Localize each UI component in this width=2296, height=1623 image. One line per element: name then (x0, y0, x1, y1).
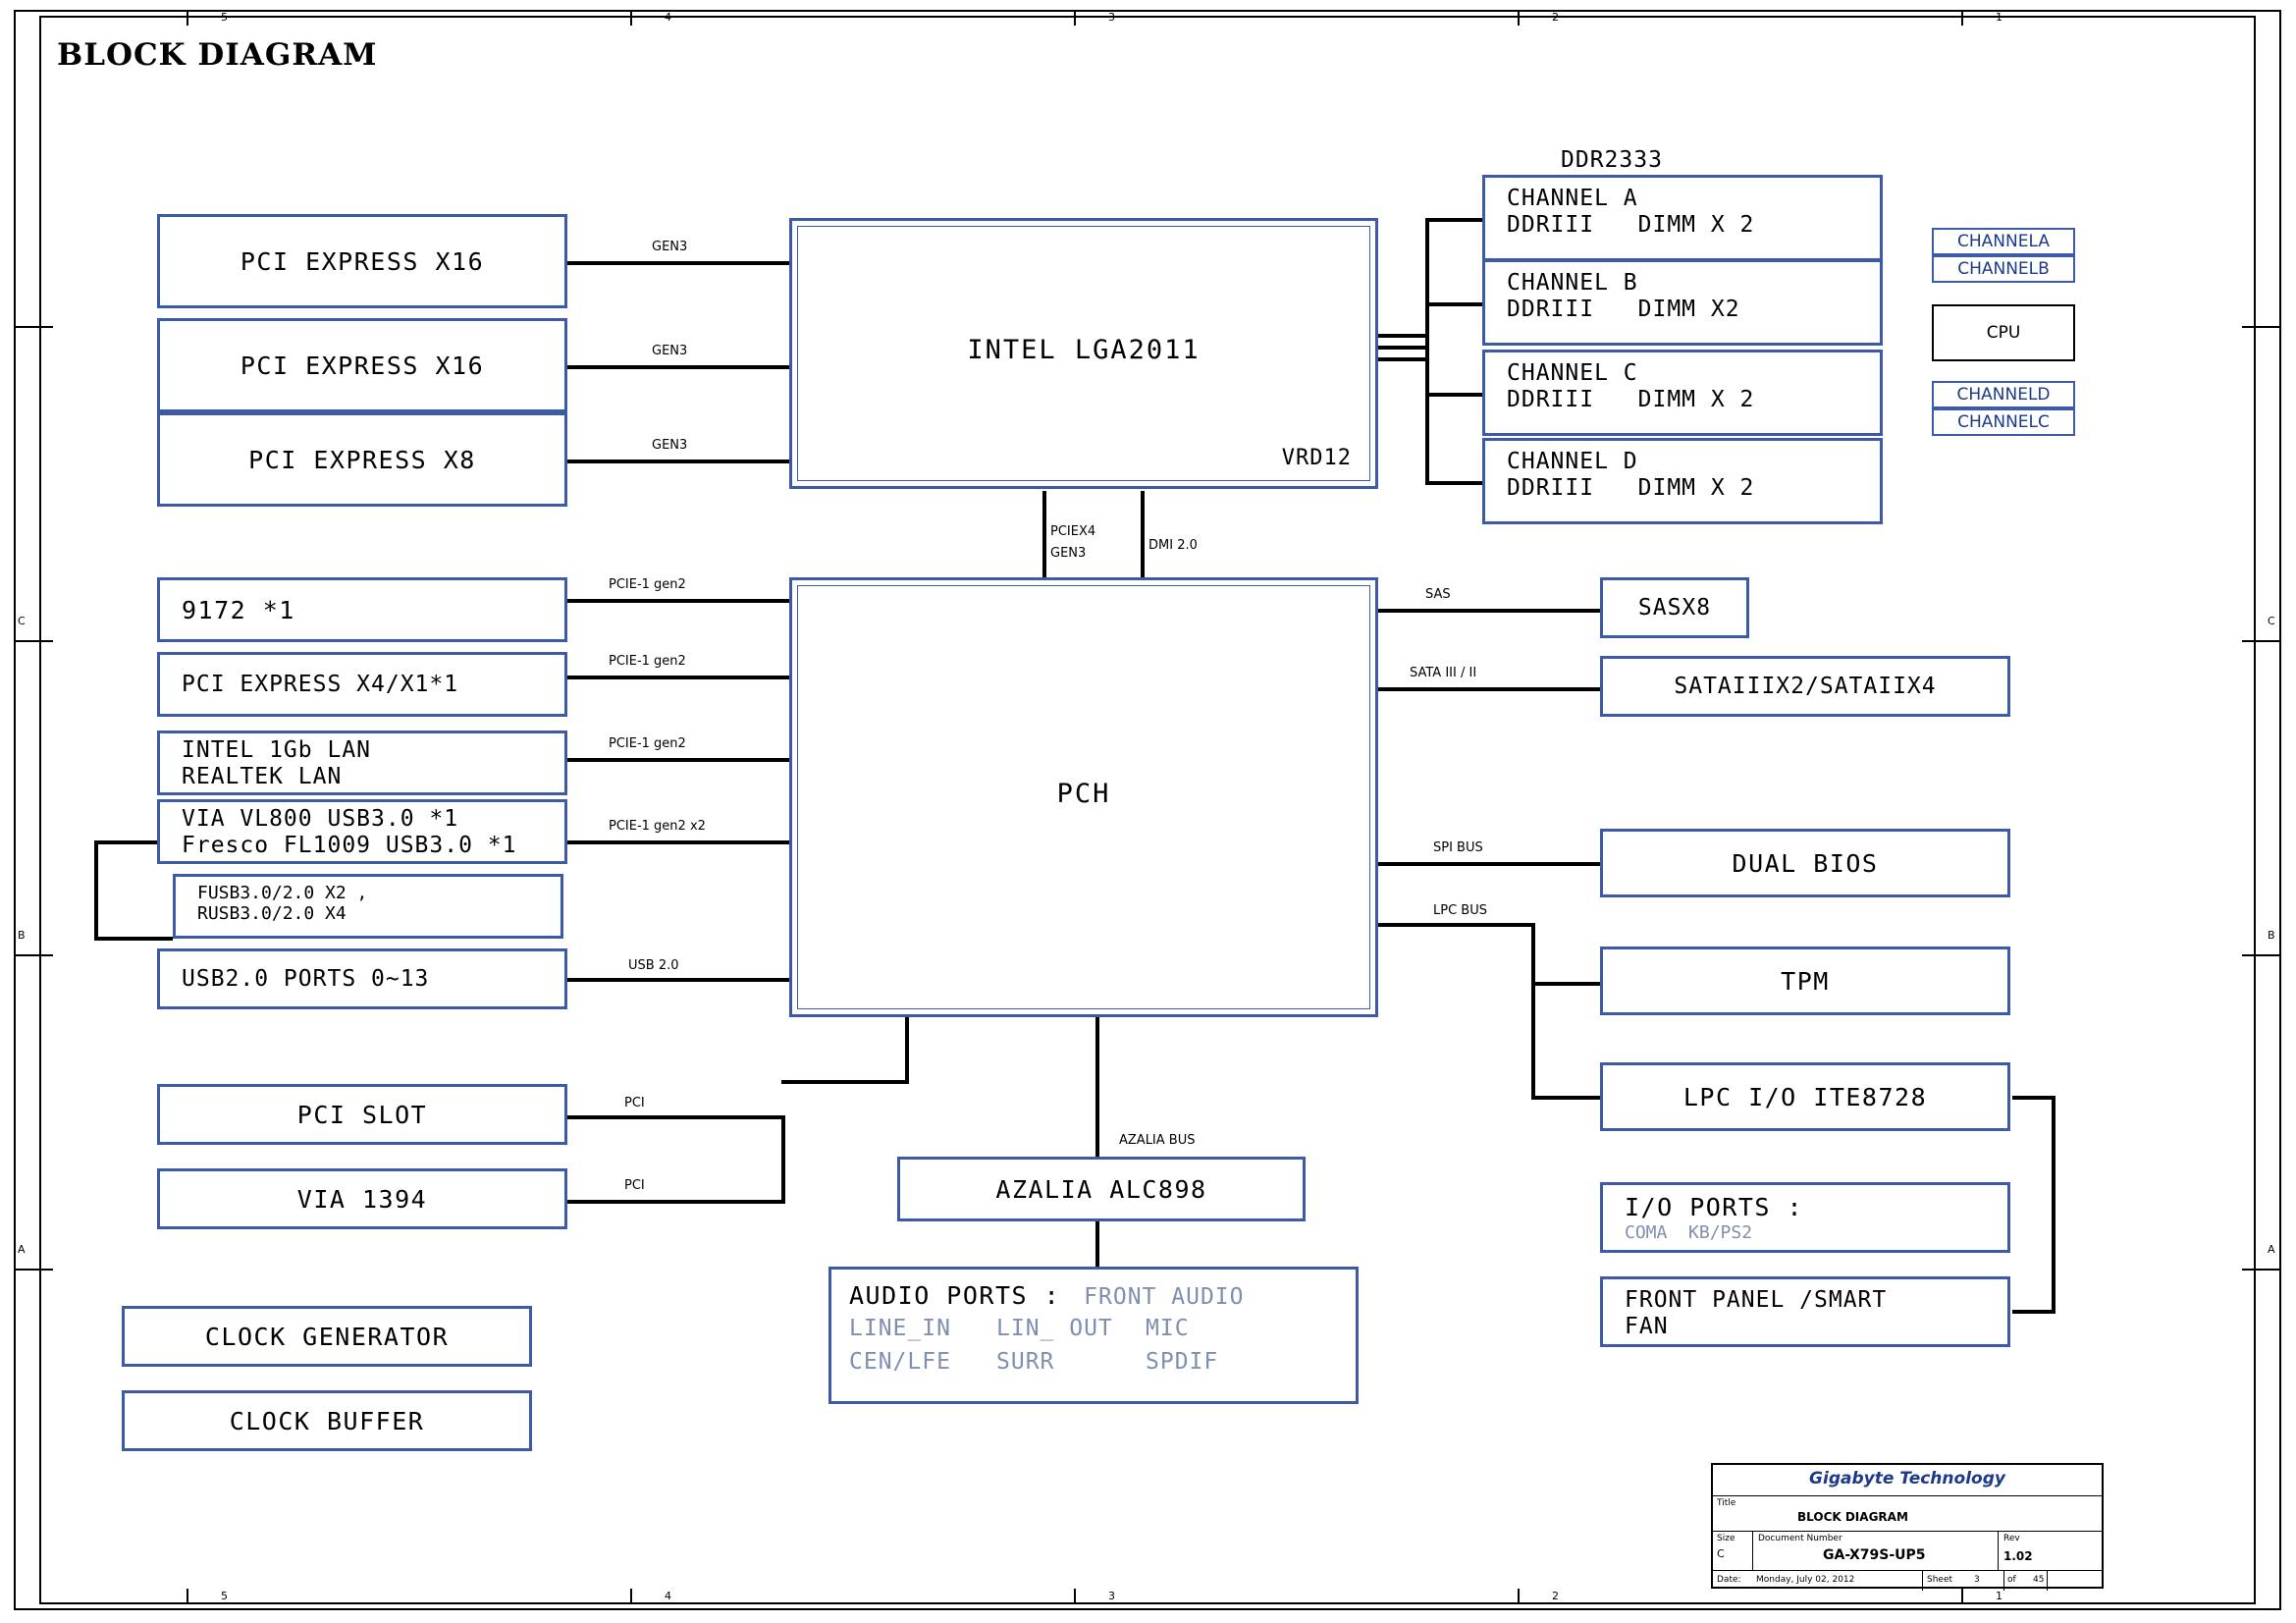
wire-pci-to-pch (781, 1080, 909, 1084)
tick-label-left-b: B (18, 929, 26, 942)
legend-channel-a: CHANNELA (1932, 228, 2075, 255)
cpu-vrd-label: VRD12 (1281, 446, 1352, 470)
block-label: PCI EXPRESS X16 (240, 351, 485, 380)
block-audio-ports[interactable] (828, 1267, 1359, 1404)
tick-label-bottom-4: 4 (665, 1590, 671, 1602)
block-lpc-io[interactable] (1600, 1062, 2010, 1131)
block-fusb-rusb[interactable] (173, 874, 563, 939)
cpu-label: INTEL LGA2011 (967, 335, 1201, 365)
wire-pcie-x4x1 (567, 676, 795, 679)
block-channel-a[interactable] (1482, 175, 1883, 261)
io-ports-sub: COMA KB/PS2 (1625, 1221, 1753, 1243)
wire-sas (1378, 609, 1604, 613)
fusb-line2: RUSB3.0/2.0 X4 (197, 903, 347, 925)
lan-line2: REALTEK LAN (182, 764, 343, 790)
tick-label-top-5: 5 (221, 11, 228, 24)
block-pci-express-x8[interactable] (157, 412, 567, 507)
wire-usb3 (567, 840, 795, 844)
channel-d-line2: DDRIII DIMM X 2 (1507, 475, 1755, 502)
wire-pci-up-pch (905, 1011, 909, 1082)
wire-pcie16-2 (567, 365, 793, 369)
wire-pciex4-gen3 (1042, 491, 1046, 579)
date-label: Date: (1717, 1575, 1741, 1585)
sheet-of-label: of (2007, 1575, 2016, 1585)
wire-dmi (1141, 491, 1145, 579)
block-sata[interactable] (1600, 656, 2010, 717)
wire-pci-slot (567, 1115, 785, 1119)
wire-lan (567, 758, 795, 762)
size-value: C (1717, 1547, 1725, 1560)
lan-line1: INTEL 1Gb LAN (182, 737, 372, 763)
block-pci-express-x16-2[interactable] (157, 318, 567, 412)
wire-mem-trunk-bottom (1425, 357, 1429, 485)
usb3-line1: VIA VL800 USB3.0 *1 (182, 806, 459, 832)
date-value: Monday, July 02, 2012 (1756, 1575, 1855, 1585)
legend-channel-b: CHANNELB (1932, 255, 2075, 283)
wire-azalia (1095, 1011, 1099, 1161)
tick-label-bottom-5: 5 (221, 1590, 228, 1602)
docnum-label: Document Number (1758, 1534, 1842, 1543)
front-panel-line1: FRONT PANEL /SMART (1625, 1287, 1888, 1313)
front-panel-line2: FAN (1625, 1314, 1669, 1340)
block-label: TPM (1781, 966, 1830, 996)
wire-label-gen3-2: GEN3 (652, 344, 688, 358)
wire-lpc-main (1378, 923, 1535, 927)
wire-label-pcie1-gen2-a: PCIE-1 gen2 (609, 577, 686, 592)
block-io-ports[interactable] (1600, 1182, 2010, 1253)
tick-label-bottom-1: 1 (1996, 1590, 2002, 1602)
wire-label-pci-1: PCI (624, 1096, 645, 1110)
block-channel-c[interactable] (1482, 350, 1883, 436)
block-label: 9172 *1 (182, 595, 295, 624)
block-pci-express-x4-x1[interactable] (157, 652, 567, 717)
legend-cpu: CPU (1932, 304, 2075, 361)
wire-io-down (2052, 1096, 2056, 1314)
wire-mem-a-branch (1425, 218, 1484, 222)
tick-label-left-a: A (18, 1243, 26, 1256)
wire-label-spi: SPI BUS (1433, 840, 1483, 855)
block-label: USB2.0 PORTS 0~13 (182, 966, 430, 992)
audio-surr: SURR (996, 1349, 1055, 1375)
size-label: Size (1717, 1534, 1735, 1543)
block-lan[interactable] (157, 730, 567, 795)
tick-label-top-1: 1 (1996, 11, 2002, 24)
wire-via1394 (567, 1200, 785, 1204)
block-pci-express-x16-1[interactable] (157, 214, 567, 308)
wire-mem-b-branch (1425, 302, 1484, 306)
sheet-total: 45 (2033, 1575, 2045, 1585)
wire-label-azalia-bus: AZALIA BUS (1119, 1133, 1196, 1148)
wire-mem-c (1378, 357, 1427, 361)
tick-label-bottom-3: 3 (1108, 1590, 1115, 1602)
legend-channel-c: CHANNELC (1932, 408, 2075, 436)
tick-label-bottom-2: 2 (1552, 1590, 1559, 1602)
legend-channel-d: CHANNELD (1932, 381, 2075, 408)
block-pci-slot[interactable] (157, 1084, 567, 1145)
tick-label-right-c: C (2268, 615, 2275, 627)
block-label: VIA 1394 (296, 1184, 428, 1214)
wire-lpc-io (1531, 1096, 1606, 1100)
block-clock-generator[interactable] (122, 1306, 532, 1367)
tick-label-right-b: B (2268, 929, 2275, 942)
block-intel-lga2011[interactable] (789, 218, 1378, 489)
audio-line-in: LINE_IN (849, 1316, 951, 1341)
block-label: PCI EXPRESS X8 (248, 445, 476, 474)
wire-label-gen3-1: GEN3 (652, 240, 688, 254)
audio-line-out: LIN_ OUT (996, 1316, 1113, 1341)
wire-lpc-vertical (1531, 923, 1535, 1100)
block-label: PCI EXPRESS X16 (240, 246, 485, 276)
wire-mem-trunk-top (1425, 218, 1429, 357)
block-clock-buffer[interactable] (122, 1390, 532, 1451)
block-label: LPC I/O ITE8728 (1682, 1082, 1928, 1111)
wire-azalia-audio (1095, 1219, 1099, 1269)
wire-label-sata: SATA III / II (1410, 666, 1477, 680)
tick-label-top-3: 3 (1108, 11, 1115, 24)
channel-c-line2: DDRIII DIMM X 2 (1507, 387, 1755, 413)
block-azalia-codec[interactable] (897, 1157, 1306, 1221)
block-label: AZALIA ALC898 (995, 1174, 1207, 1204)
wire-mem-c-branch (1425, 393, 1484, 397)
wire-frontpanel (2012, 1310, 2056, 1314)
audio-cen-lfe: CEN/LFE (849, 1349, 951, 1375)
ddr-speed-label: DDR2333 (1561, 147, 1663, 173)
block-sasx8[interactable] (1600, 577, 1749, 638)
frame-ticks-left (14, 16, 53, 1604)
docnum-value: GA-X79S-UP5 (1823, 1547, 1926, 1563)
wire-label-pcie1-gen2-c: PCIE-1 gen2 (609, 736, 686, 751)
page-title: BLOCK DIAGRAM (57, 37, 378, 73)
block-label: PCI EXPRESS X4/X1*1 (182, 672, 459, 697)
frame-ticks-bottom (39, 1589, 2256, 1604)
fusb-line1: FUSB3.0/2.0 X2 , (197, 883, 368, 903)
channel-d-line1: CHANNEL D (1507, 449, 1638, 474)
channel-a-line1: CHANNEL A (1507, 186, 1638, 211)
frame-ticks-top (39, 10, 2256, 26)
block-label: CLOCK BUFFER (229, 1406, 425, 1435)
wire-io-right (2012, 1096, 2056, 1100)
block-pch[interactable] (789, 577, 1378, 1017)
wire-usb2 (567, 978, 795, 982)
wire-sata (1378, 687, 1604, 691)
wire-mem-d-branch (1425, 481, 1484, 485)
frame-ticks-right (2242, 16, 2281, 1604)
block-label: DUAL BIOS (1732, 848, 1879, 878)
company-name: Gigabyte Technology (1809, 1469, 2005, 1488)
block-usb3-controllers[interactable] (157, 799, 567, 864)
sheet-label: Sheet (1927, 1575, 1953, 1585)
usb3-line2: Fresco FL1009 USB3.0 *1 (182, 833, 517, 859)
block-front-panel[interactable] (1600, 1276, 2010, 1347)
block-usb2-ports[interactable] (157, 948, 567, 1009)
tick-label-top-4: 4 (665, 11, 671, 24)
channel-c-line1: CHANNEL C (1507, 360, 1638, 386)
wire-mem-b (1378, 346, 1427, 350)
pch-label: PCH (1056, 779, 1111, 809)
channel-b-line2: DDRIII DIMM X2 (1507, 297, 1740, 323)
tick-label-left-c: C (18, 615, 26, 627)
title-block (1711, 1463, 2104, 1589)
wire-label-usb20: USB 2.0 (628, 958, 679, 973)
title-label: Title (1717, 1498, 1736, 1508)
block-label: SATAIIIX2/SATAIIX4 (1674, 674, 1937, 699)
wire-spi (1378, 862, 1604, 866)
wire-mem-a (1378, 334, 1427, 338)
block-label: SASX8 (1637, 595, 1712, 621)
wire-fusb-vertical (94, 840, 98, 941)
wire-label-pciex4-gen3: GEN3 (1050, 546, 1087, 561)
rev-label: Rev (2003, 1534, 2020, 1543)
wire-pci-vertical (781, 1115, 785, 1202)
block-channel-d[interactable] (1482, 438, 1883, 524)
audio-spdif: SPDIF (1146, 1349, 1219, 1375)
wire-label-lpc: LPC BUS (1433, 903, 1487, 918)
block-tpm[interactable] (1600, 947, 2010, 1015)
rev-value: 1.02 (2003, 1549, 2033, 1563)
wire-pcie8 (567, 460, 793, 463)
block-channel-b[interactable] (1482, 259, 1883, 346)
wire-label-pciex4: PCIEX4 (1050, 524, 1096, 539)
wire-label-pcie1-gen2-b: PCIE-1 gen2 (609, 654, 686, 669)
channel-a-line2: DDRIII DIMM X 2 (1507, 212, 1755, 239)
tick-label-top-2: 2 (1552, 11, 1559, 24)
wire-label-sas: SAS (1425, 587, 1451, 602)
block-via-1394[interactable] (157, 1168, 567, 1229)
wire-fusb-bottom (94, 937, 173, 941)
channel-b-line1: CHANNEL B (1507, 270, 1638, 296)
block-9172[interactable] (157, 577, 567, 642)
block-label: CLOCK GENERATOR (204, 1322, 450, 1351)
wire-9172 (567, 599, 795, 603)
io-ports-title: I/O PORTS : (1625, 1193, 1804, 1221)
audio-mic: MIC (1146, 1316, 1190, 1341)
tick-label-right-a: A (2268, 1243, 2275, 1256)
sheet-number: 3 (1974, 1575, 1980, 1585)
wire-label-gen3-3: GEN3 (652, 438, 688, 453)
block-label: PCI SLOT (296, 1100, 428, 1129)
block-dual-bios[interactable] (1600, 829, 2010, 897)
wire-label-dmi: DMI 2.0 (1148, 538, 1198, 553)
wire-lpc-tpm (1531, 982, 1606, 986)
title-value: BLOCK DIAGRAM (1797, 1510, 1908, 1524)
wire-pcie16-1 (567, 261, 793, 265)
audio-front-label: FRONT AUDIO (1084, 1284, 1245, 1310)
wire-label-pcie1-gen2-x2: PCIE-1 gen2 x2 (609, 819, 706, 834)
wire-label-pci-2: PCI (624, 1178, 645, 1193)
audio-ports-title: AUDIO PORTS : (849, 1281, 1061, 1310)
